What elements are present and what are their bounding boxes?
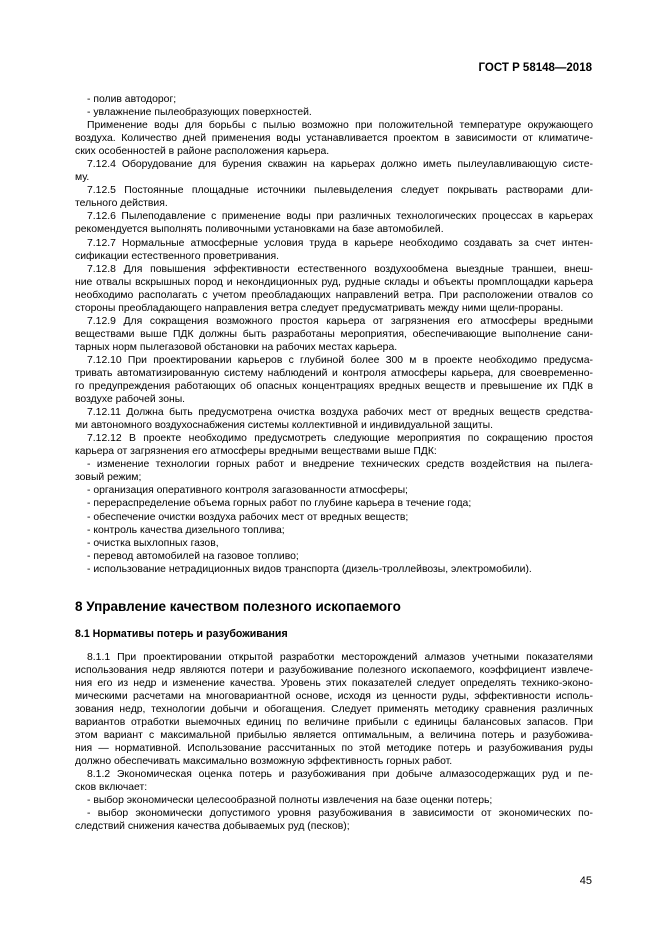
- text-line: 7.12.7 Нормальные атмосферные условия труда в карьере необходимо создавать за счет интен-: [87, 237, 593, 249]
- text-line: 7.12.5 Постоянные площадные источники пылевыделения следует покрывать растворами дли-: [87, 185, 593, 197]
- text-line: зования недр, технологии добычи и обогащения. Следует применять методику сравнения различных: [75, 704, 593, 716]
- text-line: 8.1.1 При проектировании открытой разработки месторождений алмазов учетными показателями: [87, 651, 593, 663]
- text-line: карьера от загрязнения его атмосферы вредными веществами выше ПДК:: [75, 446, 437, 458]
- text-line: 7.12.12 В проекте необходимо предусмотреть следующие мероприятия по сокращению простоя: [87, 433, 593, 445]
- text-line: сификации естественного проветривания.: [75, 250, 279, 262]
- text-line: этом вариант с максимальной прибылью является оптимальным, а величина потерь и разубожива-: [75, 730, 593, 742]
- text-line: - перевод автомобилей на газовое топливо;: [87, 550, 299, 562]
- text-line: го предупреждения работающих об опасных концентрациях вредных веществ и превышение их ПДК в: [75, 381, 593, 393]
- text-line: веществами выше ПДК должны быть разработаны мероприятия, обеспечивающие выполнение сани-: [75, 328, 593, 340]
- text-line: тарных норм пылегазовой обстановки на рабочих местах карьера.: [75, 341, 398, 353]
- page-number: 45: [579, 875, 592, 887]
- text-line: воздухе рабочей зоны.: [75, 394, 186, 406]
- text-line: - обеспечение очистки воздуха рабочих мест от вредных веществ;: [87, 511, 409, 523]
- text-line: мическими расчетами на многовариантной основе, исходя из ценности руды, эффективности исполь-: [75, 690, 593, 702]
- text-line: ние отвалы вскрышных пород и некондиционных руд, рудные склады и объекты промплощадки карьера: [75, 276, 593, 288]
- text-line: 7.12.11 Должна быть предусмотрена очистка воздуха рабочих мест от вредных веществ средства-: [87, 407, 593, 419]
- text-line: вариантов отработки выемочных единиц по величине прибыли с единицы балансовых запасов. При: [75, 717, 593, 729]
- text-line: - увлажнение пылеобразующих поверхностей.: [87, 107, 312, 119]
- section-heading: 8 Управление качеством полезного ископаемого: [75, 598, 401, 614]
- text-line: должно обеспечивать максимально возможную эффективность горных работ.: [75, 756, 453, 768]
- text-line: - контроль качества дизельного топлива;: [87, 524, 285, 536]
- section-8-1-text: [75, 651, 593, 834]
- text-line: 8.1.2 Экономическая оценка потерь и разубоживания при добыче алмазосодержащих руд и пе-: [87, 769, 593, 781]
- text-line: - выбор экономически целесообразной полноты извлечения на базе оценки потерь;: [87, 795, 493, 807]
- text-line: - изменение технологии горных работ и внедрение технических средств воздействия на пылега-: [87, 459, 593, 471]
- text-line: ния — нормативной. Использование рассчитанных по этой методике потерь и разубоживания руды: [75, 743, 593, 755]
- text-line: ми автономного воздухоснабжения системы коллективной и индивидуальной защиты.: [75, 420, 494, 432]
- text-line: необходимо располагать с учетом преобладающих направлений ветра. При расположении отвалов со: [75, 289, 593, 301]
- text-line: воздуха. Количество дней применения воды устанавливается проектом в зависимости от климатиче-: [75, 133, 593, 145]
- section-7-12-text: [75, 93, 593, 576]
- text-line: стороны преобладающего направления ветра следует предусматривать между ними щели-прораны.: [75, 302, 564, 314]
- text-line: зовый режим;: [75, 472, 142, 484]
- text-line: Применение воды для борьбы с пылью возможно при положительной температуре окружающего: [87, 120, 593, 132]
- text-line: 7.12.6 Пылеподавление с применение воды при различных технологических процессах в карьерах: [87, 211, 593, 223]
- text-line: ния его из недр и изменение качества. Уровень этих показателей следует определять технико-эконо-: [75, 677, 593, 689]
- text-line: использования недр являются потери и разубоживание полезного ископаемого, коэффициент извлече-: [75, 664, 593, 676]
- text-line: 7.12.9 Для сокращения возможного простоя карьера от загрязнения его атмосферы вредными: [87, 315, 593, 327]
- text-line: - перераспределение объема горных работ по глубине карьера в течение года;: [87, 498, 472, 510]
- text-line: 7.12.4 Оборудование для бурения скважин на карьерах должно иметь пылеулавливающую систе-: [87, 159, 593, 171]
- text-line: му.: [75, 172, 90, 184]
- text-line: 7.12.8 Для повышения эффективности естественного воздухообмена выездные траншеи, внеш-: [87, 263, 593, 275]
- text-line: рекомендуется выполнять поливочными установками на базе автомобилей.: [75, 224, 444, 236]
- text-line: следствий снижения качества добываемых руд (песков);: [75, 821, 350, 833]
- text-line: - полив автодорог;: [87, 94, 177, 105]
- text-line: - организация оперативного контроля загазованности атмосферы;: [87, 485, 408, 497]
- page-content: [75, 93, 593, 833]
- subsection-heading: 8.1 Нормативы потерь и разубоживания: [75, 627, 288, 640]
- document-header: ГОСТ Р 58148—2018: [478, 62, 592, 74]
- text-line: - использование нетрадиционных видов транспорта (дизель-троллейвозы, электромобили).: [87, 563, 532, 575]
- text-line: - очистка выхлопных газов,: [87, 537, 219, 549]
- text-line: тельного действия.: [75, 198, 168, 210]
- text-line: сков включает:: [75, 782, 148, 794]
- text-line: 7.12.10 При проектировании карьеров с глубиной более 300 м в проекте необходимо предусма-: [87, 354, 593, 366]
- text-line: - выбор экономически допустимого уровня разубоживания в зависимости от экономических по-: [87, 808, 593, 820]
- text-line: ских особенностей в районе расположения карьера.: [75, 146, 330, 158]
- text-line: тривать автоматизированную систему наблюдений и контроля атмосферы карьера, для своевременно-: [75, 367, 593, 379]
